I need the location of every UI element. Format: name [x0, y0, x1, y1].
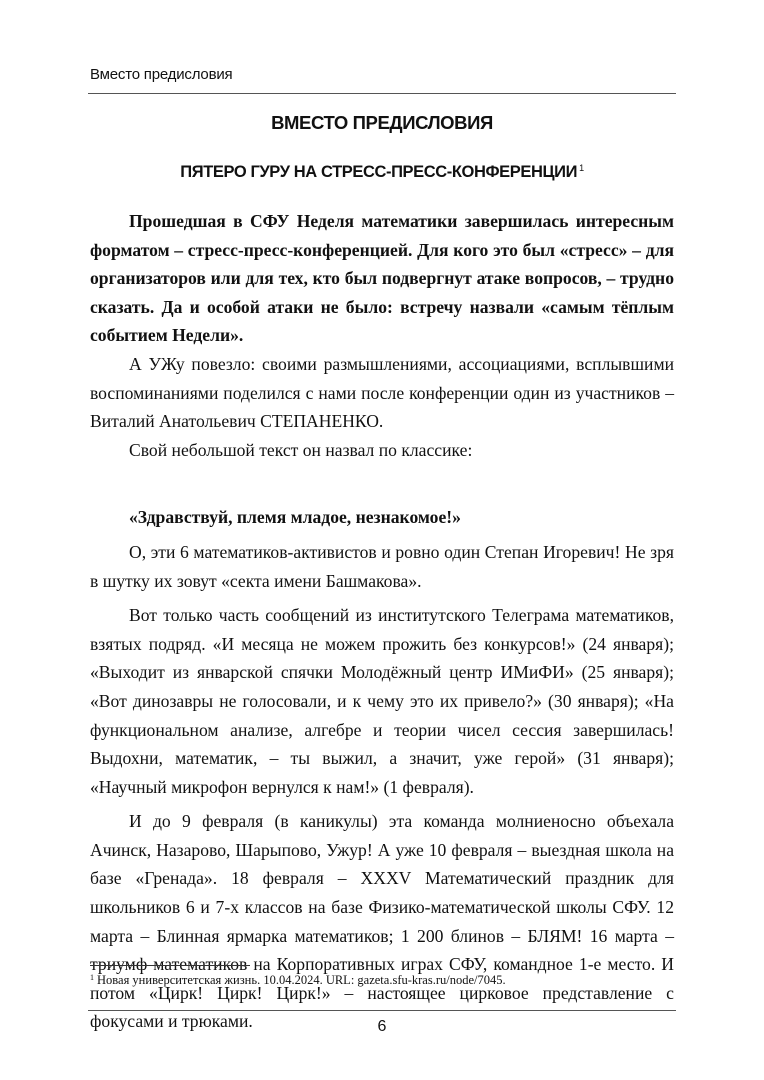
intro-paragraph: Прошедшая в СФУ Неделя математики завершилась интересным форматом – стресс-пресс-конференцией. Для кого это был «стресс» – для организаторов или для тех, кто был подвергнут атаке вопросов, – трудно сказать. Да и особой атаки не было: встречу назвали «самым тёплым событием Недели».	[90, 211, 674, 346]
paragraph: И до 9 февраля (в каникулы) эта команда молниеносно объехала Ачинск, Назарово, Шарыпово, Ужур! А уже 10 февраля – выездная школа на базе «Гренада». 18 февраля – XXXV Математический праздник для школьников 6 и 7-х классов на базе Физико-математической школы СФУ. 12 марта – Блинная ярмарка математиков; 1 200 блинов – БЛЯМ! 16 марта – триумф математиков на Корпоративных играх СФУ, командное 1-е место. И потом «Цирк! Цирк! Цирк!» – настоящее цирковое представление с фокусами и трюками.	[90, 811, 674, 1032]
footnote-reference[interactable]: 1	[579, 163, 584, 173]
footnote-rule	[90, 965, 250, 966]
subtitle-text: ПЯТЕРО ГУРУ НА СТРЕСС-ПРЕСС-КОНФЕРЕНЦИИ	[180, 163, 578, 181]
running-header: Вместо предисловия	[90, 66, 233, 83]
header-rule	[88, 93, 676, 94]
paragraph: Вот только часть сообщений из институтского Телеграма математиков, взятых подряд. «И месяца не можем прожить без конкурсов!» (24 января); «Выходит из январской спячки Молодёжный центр ИМиФИ» (25 января); «Вот динозавры не голосовали, и к чему это их привело?» (30 января); «На функциональном анализе, алгебре и теории чисел сессия завершилась! Выдохни, математик, – ты выжил, а значит, уже герой» (31 января); «Научный микрофон вернулся к нам!» (1 февраля).	[90, 605, 674, 797]
page-number: 6	[377, 1018, 387, 1035]
paragraph: А УЖу повезло: своими размышлениями, ассоциациями, всплывшими воспоминаниями поделился с нами после конференции один из участников – Виталий Анатольевич СТЕПАНЕНКО.	[90, 353, 674, 432]
footnote-text: Новая университетская жизнь. 10.04.2024. URL: gazeta.sfu-kras.ru/node/7045.	[97, 973, 506, 987]
article-body	[90, 207, 674, 1036]
footer-rule	[88, 1010, 676, 1011]
article-subtitle	[88, 163, 676, 182]
paragraph: О, эти 6 математиков-активистов и ровно один Степан Игоревич! Не зря в шутку их зовут «секта имени Башмакова».	[90, 541, 674, 591]
paragraph: Свой небольшой текст он назвал по классике:	[129, 439, 473, 460]
page-title: ВМЕСТО ПРЕДИСЛОВИЯ	[271, 112, 493, 133]
footnote-mark: 1	[90, 973, 94, 982]
footnote	[90, 973, 506, 988]
section-heading: «Здравствуй, племя младое, незнакомое!»	[129, 507, 461, 528]
